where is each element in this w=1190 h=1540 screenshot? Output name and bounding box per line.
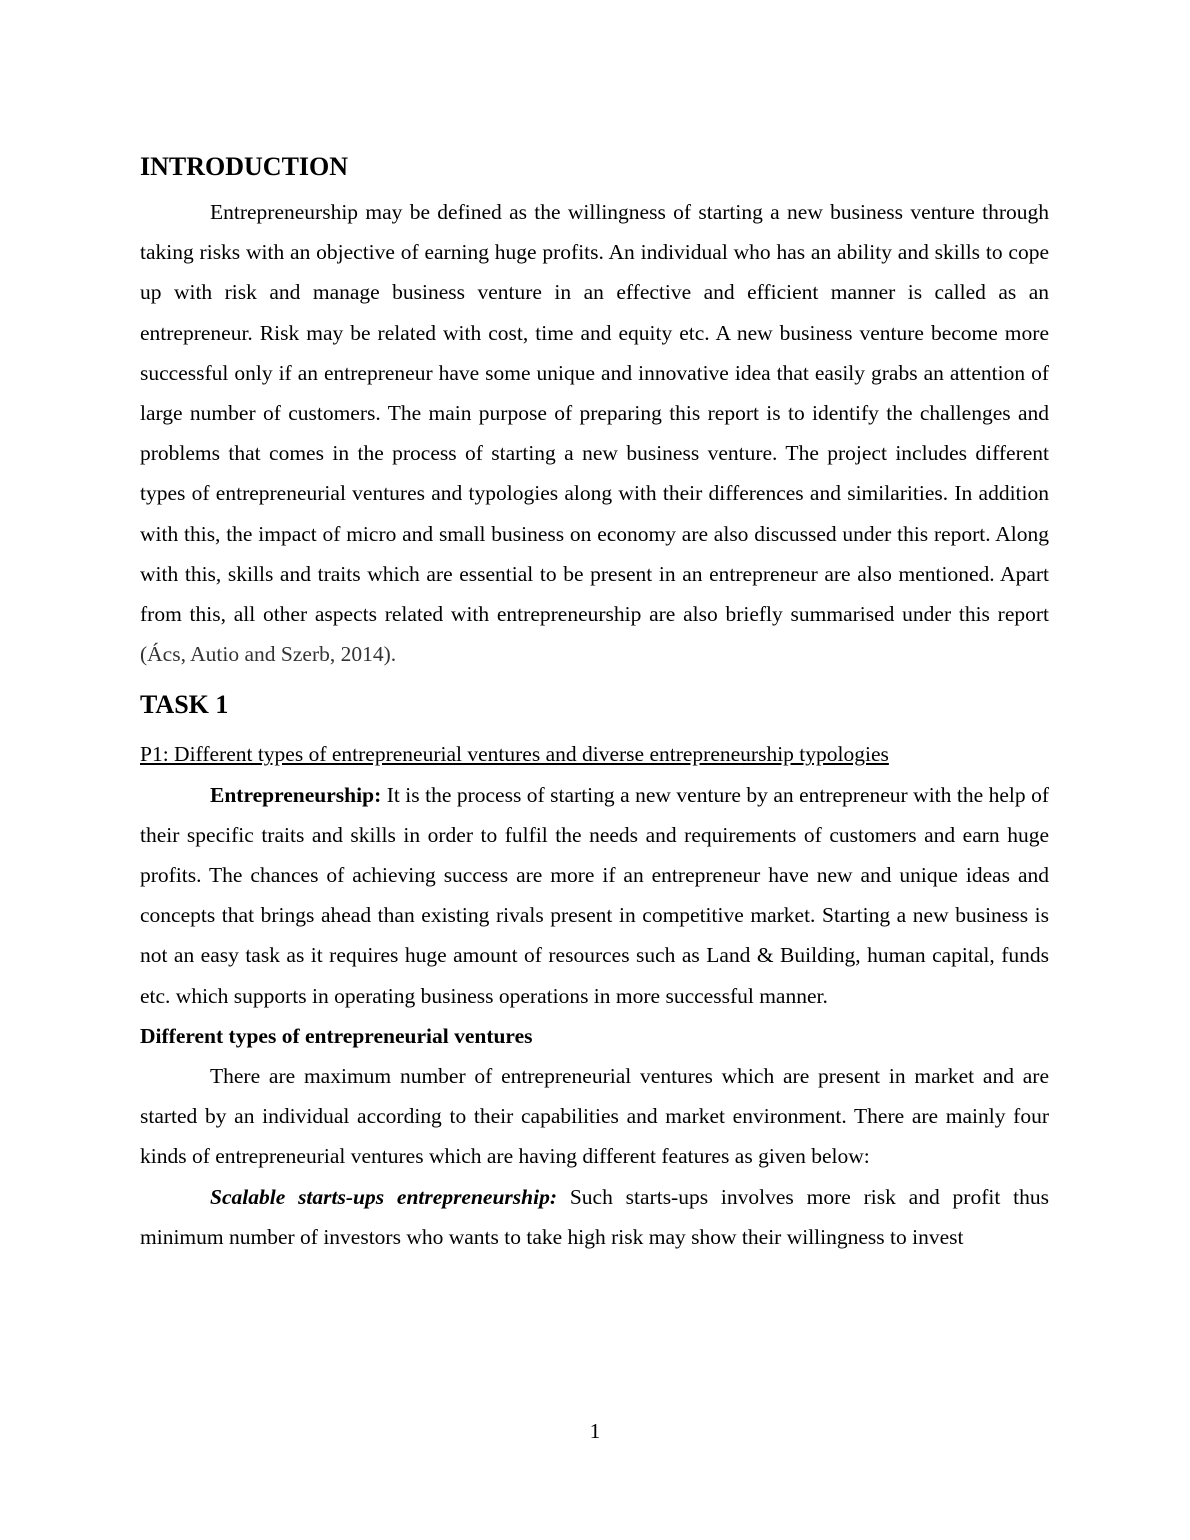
introduction-paragraph xyxy=(140,192,1049,674)
entrepreneurship-text: It is the process of starting a new venture by an entrepreneur with the help of their specific traits and skills in order to fulfil the needs and requirements of customers and earn huge profits. The chances of achieving success are more if an entrepreneur have new and unique ideas and concepts that brings ahead than existing rivals present in competitive market. Starting a new business is not an easy task as it requires huge amount of resources such as Land & Building, human capital, funds etc. which supports in operating business operations in more successful manner. xyxy=(140,782,1049,1008)
entrepreneurship-term: Entrepreneurship: xyxy=(210,782,382,807)
introduction-citation: (Ács, Autio and Szerb, 2014). xyxy=(140,642,397,667)
p1-subheading: P1: Different types of entrepreneurial ventures and diverse entrepreneurship typologies xyxy=(140,742,889,767)
scalable-paragraph xyxy=(140,1177,1049,1257)
task1-heading: TASK 1 xyxy=(140,690,229,720)
scalable-term: Scalable starts-ups entrepreneurship: xyxy=(210,1184,558,1209)
introduction-heading: INTRODUCTION xyxy=(140,152,349,181)
ventures-paragraph: There are maximum number of entrepreneurial ventures which are present in market and are started by an individual according to their capabilities and market environment. There are mainly four kinds of entrepreneurial ventures which are having different features as given below: xyxy=(140,1064,1049,1169)
scalable-text: Such starts-ups involves more risk and profit thus minimum number of investors who wants to take high risk may show their willingness to invest xyxy=(140,1184,1049,1249)
entrepreneurship-paragraph xyxy=(140,775,1049,1016)
introduction-text: Entrepreneurship may be defined as the willingness of starting a new business venture through taking risks with an objective of earning huge profits. An individual who has an ability and skills to cope up with risk and manage business venture in an effective and efficient manner is called as an entrepreneur. Risk may be related with cost, time and equity etc. A new business venture become more successful only if an entrepreneur have some unique and innovative idea that easily grabs an attention of large number of customers. The main purpose of preparing this report is to identify the challenges and problems that comes in the process of starting a new business venture. The project includes different types of entrepreneurial ventures and typologies along with their differences and similarities. In addition with this, the impact of micro and small business on economy are also discussed under this report. Along with this, skills and traits which are essential to be present in an entrepreneur are also mentioned. Apart from this, all other aspects related with entrepreneurship are also briefly summarised under this report xyxy=(140,200,1049,627)
page-content xyxy=(140,150,1049,1257)
page-number: 1 xyxy=(589,1419,601,1443)
ventures-subheading: Different types of entrepreneurial ventures xyxy=(140,1023,533,1048)
